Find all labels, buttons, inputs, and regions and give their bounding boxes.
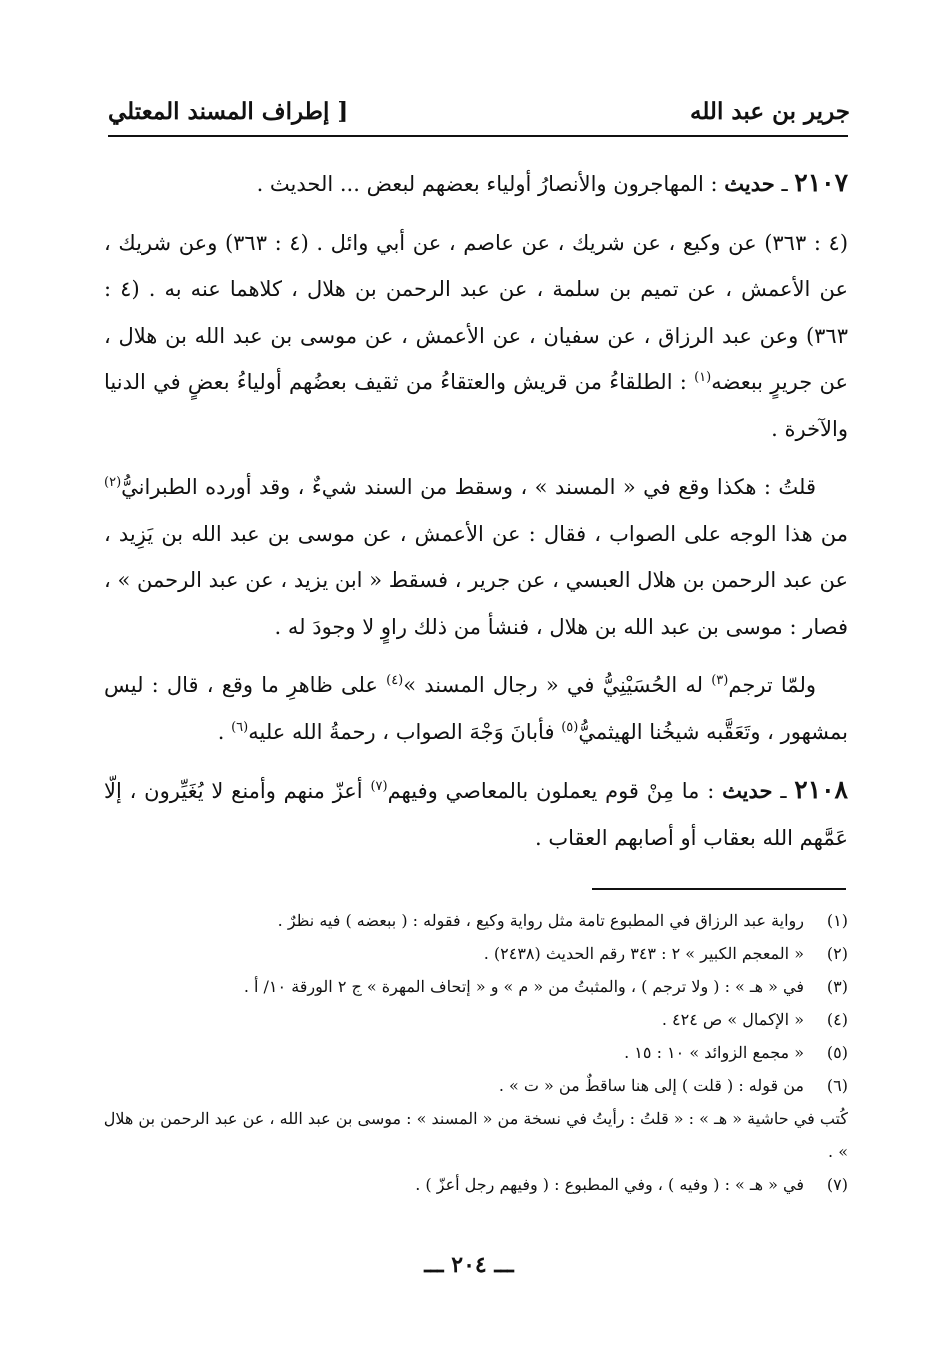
lamma-text: ولمّا ترجم [728,673,816,697]
footnote-ref: (٣) [711,673,729,688]
footnote-continuation [100,1102,848,1168]
page-number: ـــ ٢٠٤ ـــ [424,1252,514,1278]
footnote-text: « الإكمال » ص ٤٢٤ . [661,1010,804,1029]
footnote-text: في « هـ » : ( وفيه ) ، وفي المطبوع : ( وفيهم رجل أعزّ ) . [415,1175,804,1194]
qultu-paragraph [104,464,848,650]
lamma-text: على ظاهرِ ما وقع ، قال : ليس بمشهور ، وتَعَقَّبه شيخُنا الهيثميُّ [104,673,848,744]
hadith-2107: ٢١٠٧ ـ حديث : المهاجرون والأنصارُ أولياء بعضهم لبعض ... الحديث . [256,168,848,197]
footnote-number: (٣) [826,977,848,996]
isnad-text: (٤ : ٣٦٣) عن وكيع ، عن شريك ، عن عاصم ، عن أبي وائل . (٤ : ٣٦٣) وعن شريك ، عن الأعمش ، عن تميم بن سلمة ، عن عبد الرحمن بن هلال ، كلاهما عنه به . (٤ : ٣٦٣) وعن عبد الرزاق ، عن سفيان ، عن الأعمش ، عن موسى بن عبد الله بن هلال ، عن جريرٍ ببعضه [104,230,849,394]
hadith-label: حديث [722,778,773,803]
running-header-book: [ إطراف المسند المعتلي [108,98,349,125]
footnote-item [100,1036,848,1069]
hadith-text-cont: أعزّ منهم وأمنع لا يُغَيِّرون ، إلّا عَمَّهم الله بعقاب أو أصابهم العقاب . [104,779,848,850]
footnote-item [100,937,848,970]
hadith-label: حديث [724,171,775,196]
footnote-ref: (١) [694,370,712,385]
footnote-ref: (٢) [104,475,122,490]
footnote-number: (٤) [826,1010,848,1029]
footnote-item [100,1069,848,1102]
footnote-text: « المعجم الكبير » ٢ : ٣٤٣ رقم الحديث (٢٤٣٨) . [483,944,804,963]
footnote-item [100,1168,848,1201]
footnote-item [100,1003,848,1036]
footnote-number: (٥) [826,1043,848,1062]
footnote-ref: (٦) [231,719,249,735]
hadith-text: : ما مِنْ قوم يعملون بالمعاصي وفيهم [387,779,715,803]
footnote-text: رواية عبد الرزاق في المطبوع تامة مثل رواية وكيع ، فقوله : ( ببعضه ) فيه نظرٌ . [277,911,804,930]
footnote-ref: (٥) [561,719,579,735]
running-header-chapter: جرير بن عبد الله [689,98,850,125]
footnote-text: كُتب في حاشية « هـ » : « قلتُ : رأيتُ في نسخة من « المسند » : موسى بن عبد الله ، عن عبد الرحمن بن هلال » . [103,1109,848,1161]
hadith-2108: ٢١٠٨ ـ حديث : ما مِنْ قوم يعملون بالمعاصي وفيهم$^{(٧)}$ أعزّ منهم وأمنع لا يُغَيِّرون ، إلّا عَمَّهم الله بعقاب أو أصابهم العقاب . [104,775,848,850]
footnote-item [100,970,848,1003]
footnote-ref: (٤) [386,673,404,688]
footnote-number: (١) [826,911,848,930]
qultu-text-cont: من هذا الوجه على الصواب ، فقال : عن الأعمش ، عن موسى بن عبد الله بن يَزِيد ، عن عبد الرحمن بن هلال العبسي ، عن جرير ، فسقط « ابن يزيد ، عن عبد الرحمن » ، فصار : موسى بن عبد الله بن هلال ، فنشأ من ذلك راوٍ لا وجودَ له . [104,521,848,639]
footnote-ref: (٧) [370,779,388,794]
footnote-text: في « هـ » : ( ولا ترجم ) ، والمثبتُ من « م » و « إتحاف المهرة » ج ٢ الورقة ١٠/ أ . [243,977,804,996]
footnote-text: من قوله : ( قلت ) إلى هنا ساقطٌ من « ت » . [498,1076,804,1095]
lamma-paragraph [104,662,848,755]
isnad-paragraph [104,220,848,453]
hadith-number: ٢١٠٨ [794,775,848,804]
main-text [104,160,848,873]
isnad-text-cont: : الطلقاءُ من قريش والعتقاءُ من ثقيف بعضُهم أولياءُ بعضٍ في الدنيا والآخرة . [104,370,848,441]
lamma-text: فأبانَ وَجْهَ الصواب ، رحمةُ الله عليه [248,719,555,744]
lamma-text: . [217,719,225,744]
footnote-divider [592,888,846,890]
hadith-number: ٢١٠٧ [794,168,848,197]
footnote-item [100,904,848,937]
lamma-text: له الحُسَيْنِيُّ في « رجال المسند » [403,673,704,697]
footnote-number: (٧) [826,1175,848,1194]
footnotes [100,904,848,1201]
footnote-text: « مجمع الزوائد » ١٠ : ١٥ . [624,1043,804,1062]
header-divider [108,135,848,137]
footnote-number: (٢) [826,944,848,963]
qultu-text: قلتُ : هكذا وقع في « المسند » ، وسقط من السند شيءٌ ، وقد أورده الطبرانيُّ [121,475,816,499]
hadith-text: : المهاجرون والأنصارُ أولياء بعضهم لبعض ... الحديث . [256,172,718,196]
footnote-number: (٦) [826,1076,848,1095]
